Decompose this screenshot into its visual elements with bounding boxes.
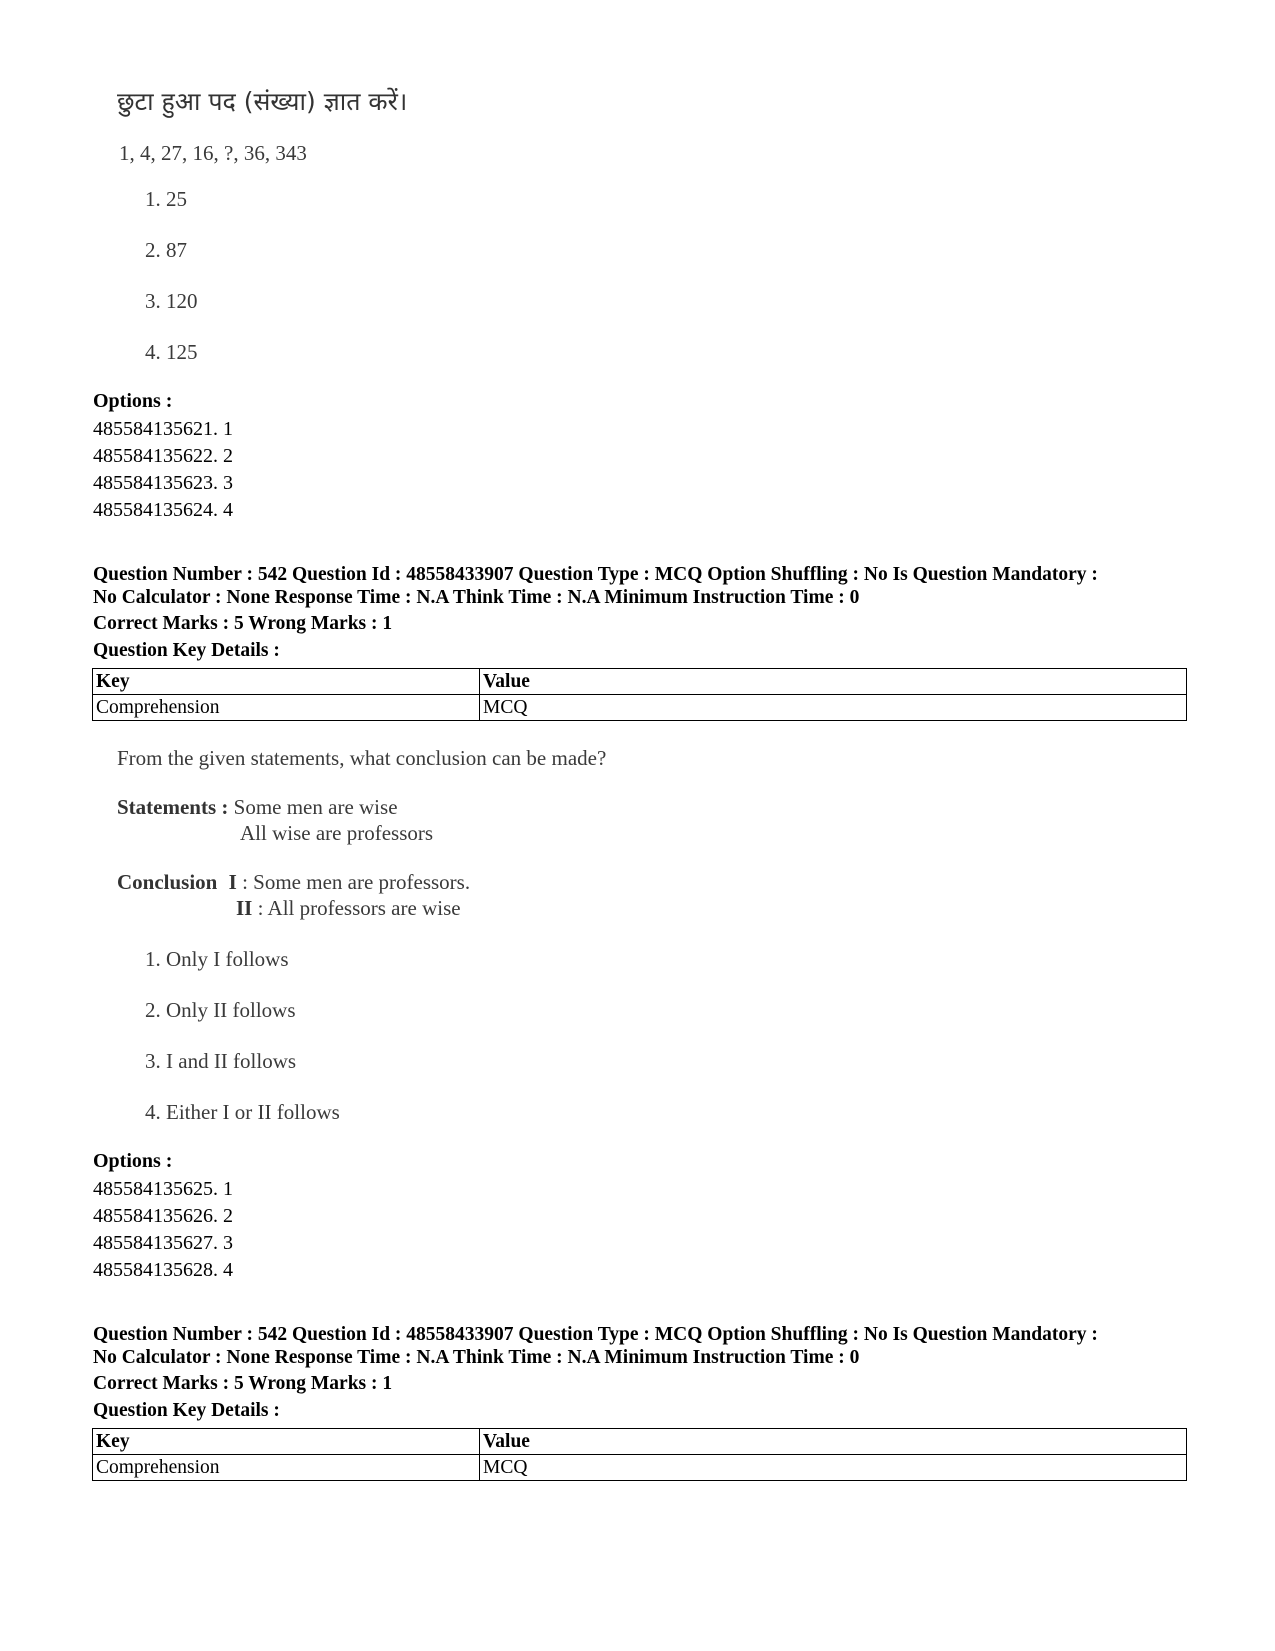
question-text-hindi: छुटा हुआ पद (संख्या) ज्ञात करें।	[117, 87, 408, 116]
table-header-key: Key	[93, 1429, 480, 1455]
key-details-table	[92, 668, 1187, 721]
question-meta	[93, 563, 1193, 609]
marks-line: Correct Marks : 5 Wrong Marks : 1	[93, 613, 393, 634]
conclusion-2: : All professors are wise	[257, 896, 461, 920]
option-line: 485584135626. 2	[93, 1205, 233, 1227]
statement-2: All wise are professors	[240, 821, 434, 845]
key-details-title: Question Key Details :	[93, 640, 280, 661]
table-header-row	[93, 1429, 1187, 1455]
choice-1: 1. 25	[145, 187, 187, 211]
number-sequence: 1, 4, 27, 16, ?, 36, 343	[119, 141, 307, 165]
choice-2: 2. 87	[145, 238, 187, 262]
table-row	[93, 1455, 1187, 1481]
options-title: Options :	[93, 390, 173, 412]
marks-line: Correct Marks : 5 Wrong Marks : 1	[93, 1373, 393, 1394]
options-title: Options :	[93, 1150, 173, 1172]
option-line: 485584135628. 4	[93, 1259, 233, 1281]
table-cell-key: Comprehension	[93, 1455, 480, 1481]
conclusion-1-label: I	[228, 870, 237, 894]
table-header-key: Key	[93, 669, 480, 695]
conclusion-2-label: II	[236, 896, 253, 920]
option-line: 485584135621. 1	[93, 418, 233, 440]
statements-label: Statements :	[117, 795, 229, 819]
option-line: 485584135625. 1	[93, 1178, 233, 1200]
choice-4: 4. 125	[145, 340, 198, 364]
question-meta-line1: Question Number : 542 Question Id : 48558433907 Question Type : MCQ Option Shuffling : No Is Question Mandatory :	[93, 564, 1098, 585]
choice-1: 1. Only I follows	[145, 947, 289, 971]
question-meta-line2: No Calculator : None Response Time : N.A Think Time : N.A Minimum Instruction Time : 0	[93, 1347, 860, 1368]
choice-2: 2. Only II follows	[145, 998, 296, 1022]
option-line: 485584135622. 2	[93, 445, 233, 467]
option-line: 485584135624. 4	[93, 499, 233, 521]
choice-3: 3. 120	[145, 289, 198, 313]
choice-4: 4. Either I or II follows	[145, 1100, 340, 1124]
conclusion-2-line	[236, 896, 461, 921]
table-cell-value: MCQ	[480, 1455, 1187, 1481]
question-meta-line1: Question Number : 542 Question Id : 48558433907 Question Type : MCQ Option Shuffling : No Is Question Mandatory :	[93, 1324, 1098, 1345]
table-header-value: Value	[480, 669, 1187, 695]
conclusion-label: Conclusion	[117, 870, 218, 894]
table-cell-value: MCQ	[480, 695, 1187, 721]
table-cell-key: Comprehension	[93, 695, 480, 721]
table-header-value: Value	[480, 1429, 1187, 1455]
option-line: 485584135627. 3	[93, 1232, 233, 1254]
question-meta	[93, 1323, 1193, 1369]
statement-1: Some men are wise	[233, 795, 398, 819]
conclusion-1: : Some men are professors.	[242, 870, 471, 894]
conclusion-1-line	[117, 870, 470, 895]
option-line: 485584135623. 3	[93, 472, 233, 494]
question-text: From the given statements, what conclusion can be made?	[117, 746, 607, 770]
question-meta-line2: No Calculator : None Response Time : N.A Think Time : N.A Minimum Instruction Time : 0	[93, 587, 860, 608]
table-header-row	[93, 669, 1187, 695]
statement-1-line	[117, 795, 398, 820]
choice-3: 3. I and II follows	[145, 1049, 297, 1073]
key-details-table	[92, 1428, 1187, 1481]
key-details-title: Question Key Details :	[93, 1400, 280, 1421]
table-row	[93, 695, 1187, 721]
